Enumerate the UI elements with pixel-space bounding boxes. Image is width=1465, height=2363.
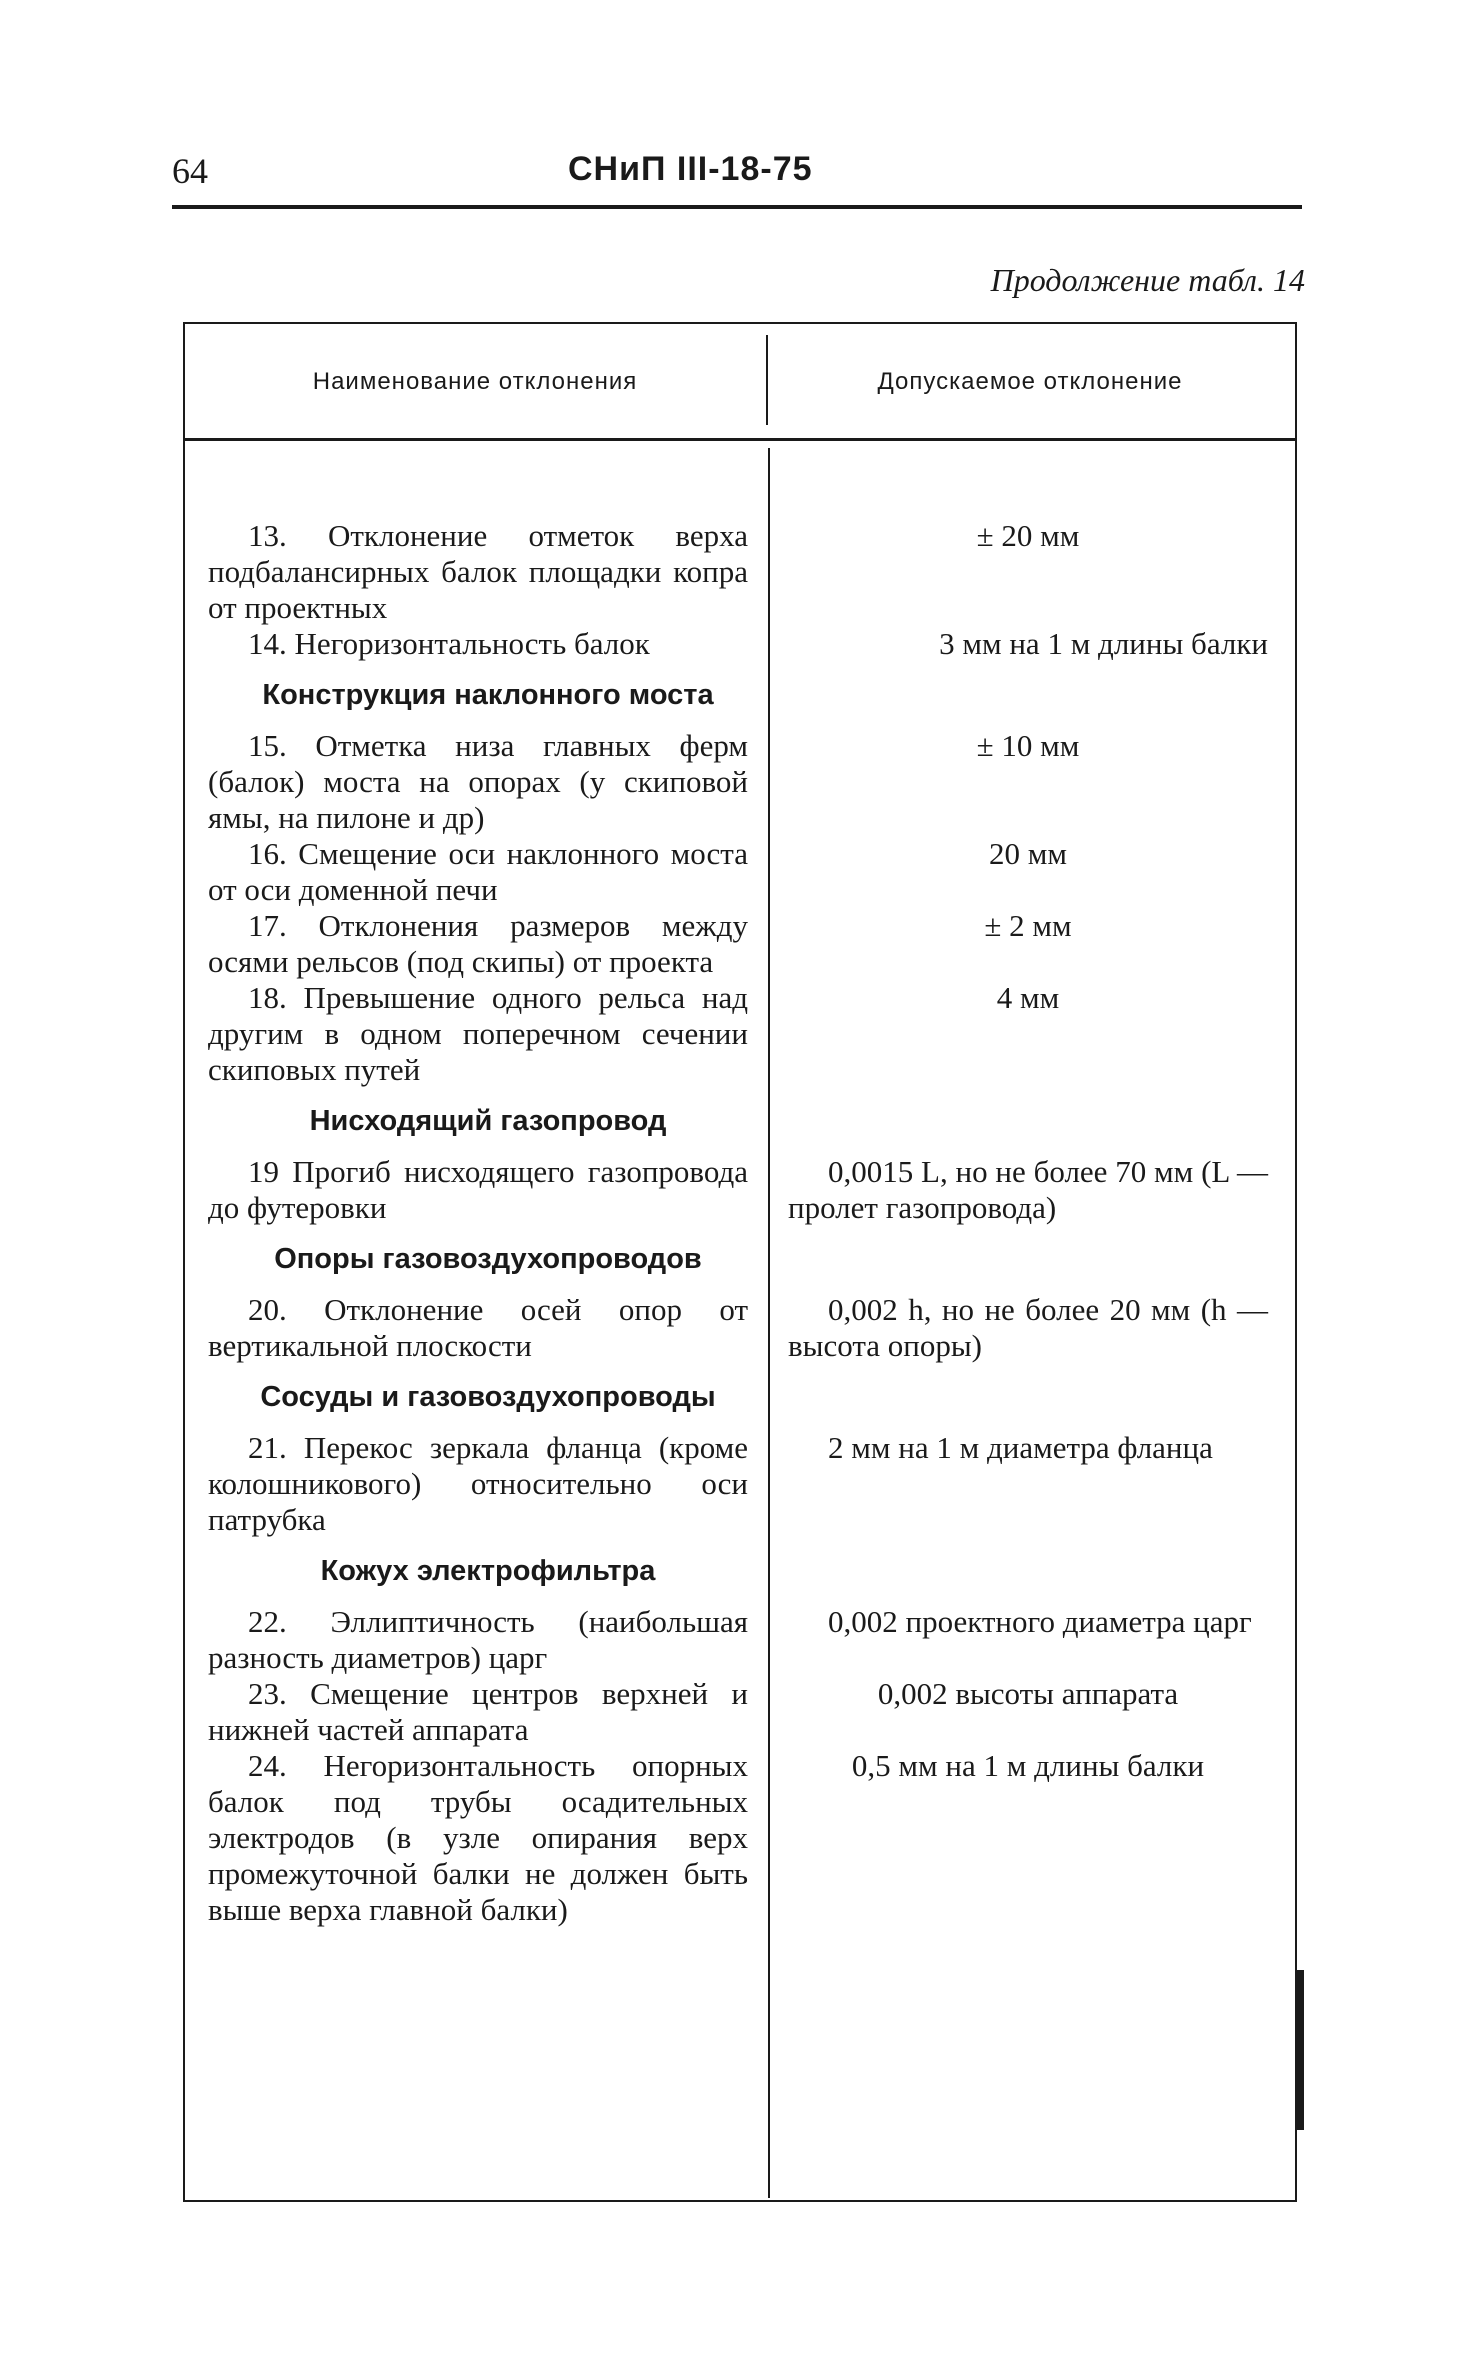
column-header-allowed-deviation: Допускаемое отклонение [877,368,1183,395]
table-row [208,836,1283,908]
deviation-name: 13. Отклонение отметок верха подбалансирных балок площадки копра от проектных [208,518,748,625]
deviation-name: 14. Негоризонтальность балок [248,626,650,661]
deviation-name: 21. Перекос зеркала фланца (кроме колошникового) относительно оси патрубка [208,1430,748,1537]
margin-bar [1297,1970,1304,2130]
deviation-name: 16. Смещение оси наклонного моста от оси доменной печи [208,836,748,907]
column-divider-header [766,335,768,425]
section-heading: Сосуды и газовоздухопроводы [260,1381,716,1413]
table-row [208,626,1283,662]
allowed-deviation: 2 мм на 1 м диаметра фланца [828,1430,1213,1465]
deviation-name: 23. Смещение центров верхней и нижней частей аппарата [208,1676,748,1747]
allowed-deviation: 0,0015 L, но не более 70 мм (L — пролет газопровода) [788,1154,1268,1225]
table-continuation-label: Продолжение табл. 14 [990,262,1305,298]
allowed-deviation: 0,002 h, но не более 20 мм (h — высота опоры) [788,1292,1268,1363]
deviation-name: 18. Превышение одного рельса над другим в одном поперечном сечении скиповых путей [208,980,748,1087]
table-row [208,908,1283,980]
document-title: СНиП III-18-75 [568,150,813,188]
top-rule [172,205,1302,209]
table-row [208,518,1283,626]
table-row [208,728,1283,836]
allowed-deviation: ± 2 мм [984,908,1072,943]
allowed-deviation: ± 10 мм [976,728,1080,763]
deviation-name: 22. Эллиптичность (наибольшая разность диаметров) царг [208,1604,748,1675]
allowed-deviation: 20 мм [989,836,1067,871]
deviation-name: 15. Отметка низа главных ферм (балок) моста на опорах (у скиповой ямы, на пилоне и др) [208,728,748,835]
section-heading: Нисходящий газопровод [309,1105,667,1137]
section-heading: Опоры газовоздухопроводов [274,1243,702,1275]
table-row [208,1748,1283,1928]
table-row [208,1430,1283,1538]
allowed-deviation: 0,5 мм на 1 м длины балки [851,1748,1205,1783]
deviation-name: 20. Отклонение осей опор от вертикальной плоскости [208,1292,748,1363]
deviation-name: 17. Отклонения размеров между осями рельсов (под скипы) от проекта [208,908,748,979]
header-rule [183,438,1297,441]
table-row [208,1292,1283,1364]
table-body [208,518,1283,1928]
deviation-name: 19 Прогиб нисходящего газопровода до футеровки [208,1154,748,1225]
table-row [208,1604,1283,1676]
table-row [208,980,1283,1088]
allowed-deviation: 0,002 проектного диаметра царг [828,1604,1252,1639]
column-header-deviation-name: Наименование отклонения [312,368,638,395]
section-heading: Конструкция наклонного моста [262,679,714,711]
section-heading: Кожух электрофильтра [320,1555,656,1587]
table-row [208,1154,1283,1226]
allowed-deviation: ± 20 мм [976,518,1080,553]
page-number: 64 [172,151,208,191]
allowed-deviation: 4 мм [996,980,1060,1015]
deviation-name: 24. Негоризонтальность опорных балок под трубы осадительных электродов (в узле опирания верх промежуточной балки не должен быть выше верха главной балки) [208,1748,748,1927]
allowed-deviation: 3 мм на 1 м длины балки [939,626,1268,661]
table-row [208,1676,1283,1748]
allowed-deviation: 0,002 высоты аппарата [877,1676,1179,1711]
